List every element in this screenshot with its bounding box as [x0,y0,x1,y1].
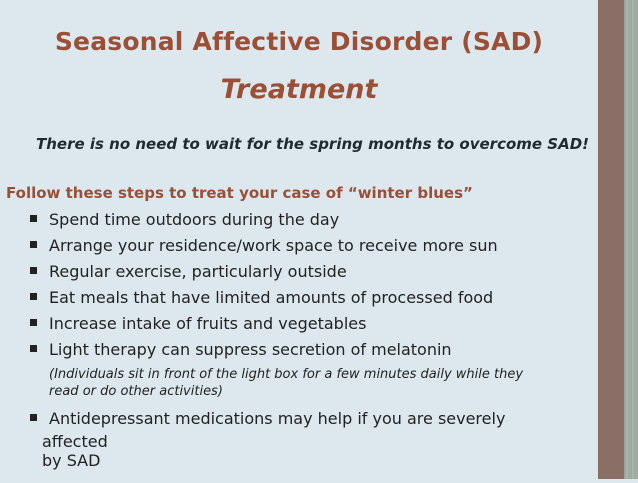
square-bullet-icon [30,414,37,421]
list-item-label: Light therapy can suppress secretion of melatonin [49,340,452,359]
list-item [30,236,498,255]
tagline: There is no need to wait for the spring months to overcome SAD! [36,135,590,153]
list-item [30,409,505,428]
note-line: (Individuals sit in front of the light box for a few minutes daily while they [49,367,524,382]
list-item-continuation: affected by SAD [42,432,108,470]
square-bullet-icon [30,293,37,300]
decorative-lines [624,0,638,479]
note-line: read or do other activities) [49,384,223,399]
square-bullet-icon [30,345,37,352]
list-item-label: Regular exercise, particularly outside [49,262,347,281]
list-item-label: Eat meals that have limited amounts of processed food [49,288,494,307]
list-item [30,288,493,307]
list-item [30,314,366,333]
decorative-stripe [598,0,624,479]
list-item-label: Arrange your residence/work space to receive more sun [49,236,498,255]
list-item [30,262,347,281]
steps-heading: Follow these steps to treat your case of “winter blues” [6,184,473,202]
square-bullet-icon [30,215,37,222]
list-item-label: Antidepressant medications may help if you are severely [49,409,506,428]
decorative-stripe [624,0,638,479]
list-item [30,340,452,359]
list-item-label: Increase intake of fruits and vegetables [49,314,367,333]
square-bullet-icon [30,241,37,248]
list-item [30,210,339,229]
slide-subtitle: Treatment [220,74,378,105]
square-bullet-icon [30,267,37,274]
list-item-label: Spend time outdoors during the day [49,210,340,229]
square-bullet-icon [30,319,37,326]
slide-title: Seasonal Affective Disorder (SAD) [54,27,544,56]
